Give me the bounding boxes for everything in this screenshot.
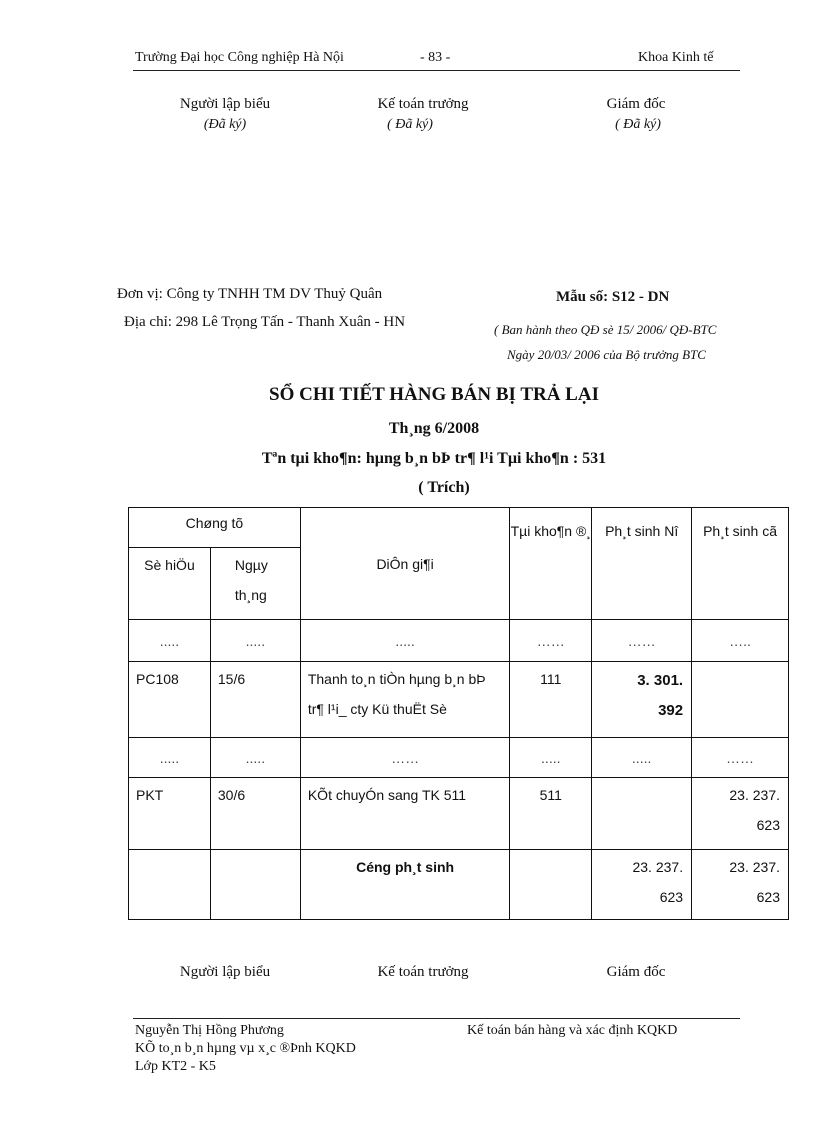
row-2-debit: 3. 301. 392 <box>592 662 692 738</box>
signature-director-label: Giám đốc <box>606 96 666 112</box>
row-3-no: ..... <box>129 738 211 778</box>
document-month: Th¸ng 6/2008 <box>388 420 480 437</box>
footer-author: Nguyễn Thị Hồng Phương <box>135 1023 284 1038</box>
row-3-date: ..... <box>210 738 300 778</box>
signature-chief-accountant-status: ( Đã ký) <box>387 117 433 132</box>
table-row <box>129 662 789 738</box>
footer-topic-encoded: KÕ to¸n b¸n hµng vµ x¸c ®Þnh KQKD <box>135 1041 356 1056</box>
header-description: DiÔn gi¶i <box>300 508 510 620</box>
total-label: Céng ph¸t sinh <box>300 850 510 920</box>
header-rule <box>133 70 740 71</box>
header-school: Trường Đại học Công nghiệp Hà Nội <box>135 50 344 65</box>
total-credit: 23. 237. 623 <box>692 850 789 920</box>
row-1-no: ..... <box>129 620 211 662</box>
header-credit: Ph¸t sinh cã <box>692 508 789 620</box>
signature-preparer-status: (Đã ký) <box>203 117 247 132</box>
signature-director-status: ( Đã ký) <box>615 117 661 132</box>
row-3-credit: …… <box>692 738 789 778</box>
table-row <box>129 620 789 662</box>
footer-class: Lớp KT2 - K5 <box>135 1059 216 1074</box>
document-account: Tªn tµi kho¶n: hµng b¸n bÞ tr¶ l¹i Tµi kho¶n : 531 <box>261 450 607 467</box>
table-row <box>129 778 789 850</box>
row-2-acct: 111 <box>510 662 592 738</box>
ledger-table <box>128 507 789 920</box>
header-voucher-date: Ngµy th¸ng <box>210 548 300 620</box>
bottom-signature-preparer: Người lập biểu <box>179 964 271 980</box>
form-issued-line1: ( Ban hành theo QĐ sè 15/ 2006/ QĐ-BTC <box>494 322 717 337</box>
table-row-total <box>129 850 789 920</box>
table-row <box>129 738 789 778</box>
row-4-debit <box>592 778 692 850</box>
total-empty-no <box>129 850 211 920</box>
page-number: - 83 - <box>420 50 451 65</box>
row-1-date: ..... <box>210 620 300 662</box>
header-voucher-no: Sè hiÖu <box>129 548 211 620</box>
row-3-debit: ..... <box>592 738 692 778</box>
document-title: SỔ CHI TIẾT HÀNG BÁN BỊ TRẢ LẠI <box>269 384 599 405</box>
bottom-signature-chief-accountant: Kế toán trưởng <box>377 964 469 980</box>
row-1-desc: ..... <box>300 620 510 662</box>
row-3-acct: ..... <box>510 738 592 778</box>
company-unit: Đơn vị: Công ty TNHH TM DV Thuỷ Quân <box>117 286 383 302</box>
footer-rule <box>133 1018 740 1019</box>
total-empty-date <box>210 850 300 920</box>
row-2-credit <box>692 662 789 738</box>
total-debit: 23. 237. 623 <box>592 850 692 920</box>
row-3-desc: …… <box>300 738 510 778</box>
header-voucher: Chøng tõ <box>129 508 301 548</box>
footer-topic: Kế toán bán hàng và xác định KQKD <box>467 1023 678 1038</box>
row-1-acct: …… <box>510 620 592 662</box>
header-account: Tµi kho¶n ®¸ <box>510 508 592 620</box>
row-1-credit: ….. <box>692 620 789 662</box>
signature-chief-accountant-label: Kế toán trưởng <box>377 96 469 112</box>
company-address: Địa chỉ: 298 Lê Trọng Tấn - Thanh Xuân - HN <box>124 314 406 330</box>
form-code: Mẫu số: S12 - DN <box>556 289 670 305</box>
row-4-desc: KÕt chuyÓn sang TK 511 <box>300 778 510 850</box>
row-4-credit: 23. 237. 623 <box>692 778 789 850</box>
row-4-no: PKT <box>129 778 211 850</box>
signature-preparer-label: Người lập biểu <box>179 96 271 112</box>
row-2-date: 15/6 <box>210 662 300 738</box>
total-empty-acct <box>510 850 592 920</box>
row-2-no: PC108 <box>129 662 211 738</box>
bottom-signature-director: Giám đốc <box>606 964 666 980</box>
row-4-date: 30/6 <box>210 778 300 850</box>
row-2-desc: Thanh to¸n tiÒn hµng b¸n bÞ tr¶ l¹i_ cty Kü thuËt Sè <box>300 662 510 738</box>
header-debit: Ph¸t sinh Nî <box>592 508 692 620</box>
row-1-debit: …… <box>592 620 692 662</box>
document-excerpt: ( Trích) <box>418 479 470 496</box>
form-issued-line2: Ngày 20/03/ 2006 của Bộ trưởng BTC <box>507 347 706 362</box>
header-faculty: Khoa Kinh tế <box>638 50 714 65</box>
row-4-acct: 511 <box>510 778 592 850</box>
